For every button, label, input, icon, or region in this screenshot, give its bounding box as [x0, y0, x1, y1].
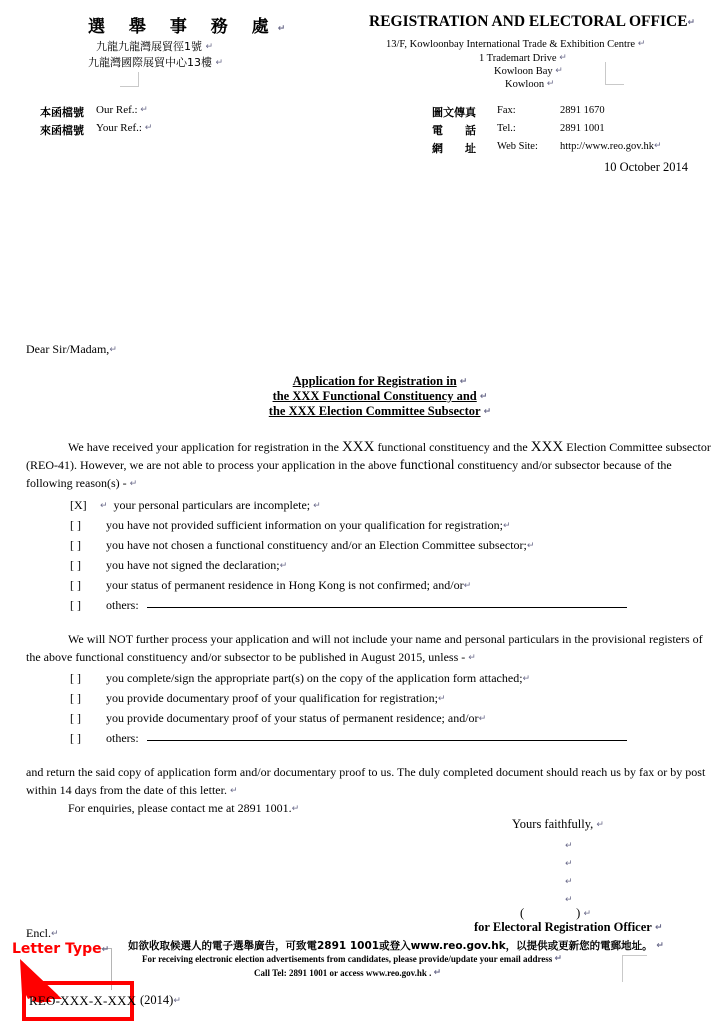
website-label-english: Web Site:: [497, 141, 538, 152]
pilcrow-icon: ↵: [51, 929, 59, 939]
condition-label-4: others:: [106, 731, 139, 745]
chinese-address-line-1: 九龍九龍灣展貿徑1號 ↵: [96, 40, 214, 53]
pilcrow-icon: ↵: [101, 945, 110, 955]
para1-seg2: functional constituency and the: [374, 440, 531, 454]
reason-item-1[interactable]: [70, 498, 627, 518]
pilcrow-icon: ↵: [129, 479, 138, 489]
para1-seg4: constituency and/or subsector because of the following reason(s) -: [26, 458, 672, 490]
reason-item-6[interactable]: [70, 598, 627, 618]
reason-label-5: your status of permanent residence in Hong Kong is not confirmed; and/or: [106, 578, 464, 592]
pilcrow-icon: ↵: [279, 561, 288, 571]
signature-name-parentheses: ( ) ↵: [520, 906, 592, 920]
chinese-office-name: 選 舉 事 務 處↵: [88, 17, 295, 37]
reason-label-2: you have not provided sufficient information on your qualification for registration;: [106, 518, 504, 532]
reason-item-5[interactable]: [70, 578, 627, 598]
pilcrow-icon: ↵: [109, 345, 117, 355]
reasons-checklist: [70, 498, 627, 618]
reason-checkbox-1[interactable]: [X]: [70, 498, 87, 512]
our-ref-label-english: Our Ref.: ↵: [96, 104, 148, 116]
pilcrow-icon: ↵: [205, 42, 214, 52]
pilcrow-icon: ↵: [291, 804, 300, 814]
reason-label-3: you have not chosen a functional constituency and/or an Election Committee subsector;: [106, 538, 527, 552]
condition-item-2[interactable]: [70, 691, 627, 711]
pilcrow-icon: ↵: [215, 58, 224, 68]
letter-date: 10 October 2014: [604, 160, 689, 174]
para1-seg1: We have received your application for registration in the: [68, 440, 342, 454]
letter-type-code: REO-XXX-X-XXX: [29, 993, 137, 1008]
pilcrow-icon: ↵: [483, 407, 492, 417]
frame-corner-mark-footer: [622, 955, 647, 982]
pilcrow-icon: ↵: [463, 581, 472, 591]
para1-xxx-1: XXX: [341, 439, 375, 455]
pilcrow-icon: ↵: [555, 66, 563, 76]
your-ref-label-chinese: 來函檔號: [40, 124, 84, 137]
pilcrow-icon: ↵: [583, 909, 592, 919]
website-label-chinese: 網 址: [432, 142, 476, 155]
condition-label-3: you provide documentary proof of your status of permanent residence; and/or: [106, 711, 479, 725]
pilcrow-icon: ↵: [559, 53, 567, 63]
pilcrow-icon: ↵: [478, 714, 487, 724]
para1-xxx-2: XXX: [530, 439, 564, 455]
pilcrow-icon: ↵: [503, 521, 511, 531]
para3-text: and return the said copy of application form and/or documentary proof to us. The duly completed document should reach us by fax or by post within 14 days from the date of this letter.: [26, 765, 706, 797]
reason-checkbox-5[interactable]: [ ]: [70, 578, 81, 592]
tel-label-chinese: 電 話: [432, 124, 476, 137]
reason-item-4[interactable]: [70, 558, 627, 578]
pilcrow-icon: ↵: [637, 39, 646, 49]
reason-label-4: you have not signed the declaration;: [106, 558, 280, 572]
paragraph-reason-intro: [26, 438, 718, 493]
condition-item-4[interactable]: [70, 731, 627, 751]
your-ref-label-english: Your Ref.: ↵: [96, 122, 153, 134]
pilcrow-icon: ↵: [656, 941, 664, 951]
reason-checkbox-4[interactable]: [ ]: [70, 558, 81, 572]
tel-label-english: Tel.:: [497, 123, 516, 134]
pilcrow-icon: ↵: [596, 820, 604, 830]
subject-line-1: Application for Registration in ↵: [292, 374, 468, 388]
pilcrow-icon: ↵: [565, 859, 573, 869]
english-office-name: REGISTRATION AND ELECTORAL OFFICE↵: [369, 13, 696, 30]
annotation-letter-type-label: Letter Type↵: [12, 941, 110, 957]
pilcrow-icon: ↵: [546, 79, 555, 89]
pilcrow-icon: ↵: [313, 501, 321, 511]
notice-english-line-1: For receiving electronic election advertisements from candidates, please provide/update your email address ↵: [142, 954, 563, 964]
reason-others-input[interactable]: [147, 598, 627, 608]
subject-line-3: the XXX Election Committee Subsector ↵: [268, 404, 492, 418]
para1-functional-word: functional: [399, 457, 455, 472]
para1-seg3: Election Committee subsector (REO-41). However, we are not able to process your application in the above: [26, 440, 711, 472]
pilcrow-icon: ↵: [565, 841, 573, 851]
reason-checkbox-2[interactable]: [ ]: [70, 518, 81, 532]
reason-item-3[interactable]: [70, 538, 627, 558]
our-ref-label-chinese: 本函檔號: [40, 106, 84, 119]
pilcrow-icon: ↵: [554, 954, 563, 964]
condition-others-input[interactable]: [147, 731, 627, 741]
english-address-line-4: Kowloon ↵: [505, 79, 555, 90]
reason-checkbox-3[interactable]: [ ]: [70, 538, 81, 552]
reason-label-1: your personal particulars are incomplete;: [113, 498, 311, 512]
pilcrow-icon: ↵: [565, 895, 573, 905]
english-address-line-3: Kowloon Bay ↵: [494, 66, 563, 77]
english-address-line-2: 1 Trademart Drive ↵: [479, 53, 567, 64]
pilcrow-icon: ↵: [565, 877, 573, 887]
condition-checkbox-1[interactable]: [ ]: [70, 671, 81, 685]
paragraph-conditions-intro: [26, 630, 718, 667]
pilcrow-icon: ↵: [140, 105, 148, 115]
signature-blank-line-1: [565, 836, 573, 854]
reason-item-2[interactable]: [70, 518, 627, 538]
paragraph-return-instructions: [26, 763, 718, 800]
condition-item-3[interactable]: [70, 711, 627, 731]
fax-label-chinese: 圖文傳真: [432, 106, 476, 119]
notice-chinese: 如欲收取候選人的電子選舉廣告，可致電2891 1001或登入www.reo.gov.hk，以提供或更新您的電郵地址。 ↵: [128, 940, 664, 952]
closing-salutation: Yours faithfully, ↵: [512, 817, 604, 831]
website-url[interactable]: http://www.reo.gov.hk↵: [560, 141, 662, 152]
subject-line-2: the XXX Functional Constituency and ↵: [272, 389, 488, 403]
reason-checkbox-6[interactable]: [ ]: [70, 598, 81, 612]
fax-label-english: Fax:: [497, 105, 516, 116]
condition-label-1: you complete/sign the appropriate part(s) on the copy of the application form attached;: [106, 671, 523, 685]
notice-english-line-2: Call Tel: 2891 1001 or access www.reo.gov.hk . ↵: [254, 968, 442, 978]
pilcrow-icon: ↵: [522, 674, 531, 684]
pilcrow-icon: ↵: [144, 123, 153, 133]
chinese-address-line-2: 九龍灣國際展貿中心13樓 ↵: [88, 56, 224, 69]
pilcrow-icon: ↵: [100, 501, 108, 511]
pilcrow-icon: ↵: [277, 24, 295, 34]
pilcrow-icon: ↵: [468, 653, 476, 663]
pilcrow-icon: ↵: [687, 18, 696, 28]
reason-label-6: others:: [106, 598, 139, 612]
fax-number: 2891 1670: [560, 105, 605, 116]
pilcrow-icon: ↵: [173, 996, 181, 1006]
frame-corner-mark-left: [120, 72, 139, 87]
condition-checkbox-4[interactable]: [ ]: [70, 731, 81, 745]
pilcrow-icon: ↵: [433, 968, 442, 978]
letter-type-year: (2014)↵: [140, 993, 181, 1007]
condition-item-1[interactable]: [70, 671, 627, 691]
paragraph-enquiries: [26, 799, 718, 818]
pilcrow-icon: ↵: [654, 141, 662, 151]
para2-text: We will NOT further process your application and will not include your name and personal particulars in the provisional registers of the above functional constituency and/or subsector to be published in August 2015, unless -: [26, 632, 703, 664]
pilcrow-icon: ↵: [654, 923, 663, 933]
signatory-title: for Electoral Registration Officer ↵: [474, 920, 663, 934]
enclosure-label: Encl.↵: [26, 926, 59, 940]
signature-blank-line-2: [565, 854, 573, 872]
pilcrow-icon: ↵: [459, 377, 468, 387]
condition-label-2: you provide documentary proof of your qualification for registration;: [106, 691, 438, 705]
para4-text: For enquiries, please contact me at 2891 1001.: [68, 801, 292, 815]
pilcrow-icon: ↵: [526, 541, 535, 551]
signature-blank-line-3: [565, 872, 573, 890]
pilcrow-icon: ↵: [437, 694, 446, 704]
frame-corner-mark-right: [605, 62, 624, 85]
condition-checkbox-3[interactable]: [ ]: [70, 711, 81, 725]
conditions-checklist: [70, 671, 627, 751]
tel-number: 2891 1001: [560, 123, 605, 134]
pilcrow-icon: ↵: [479, 392, 488, 402]
pilcrow-icon: ↵: [229, 786, 238, 796]
english-address-line-1: 13/F, Kowloonbay International Trade & Exhibition Centre ↵: [386, 39, 646, 50]
condition-checkbox-2[interactable]: [ ]: [70, 691, 81, 705]
salutation: Dear Sir/Madam,↵: [26, 342, 117, 356]
